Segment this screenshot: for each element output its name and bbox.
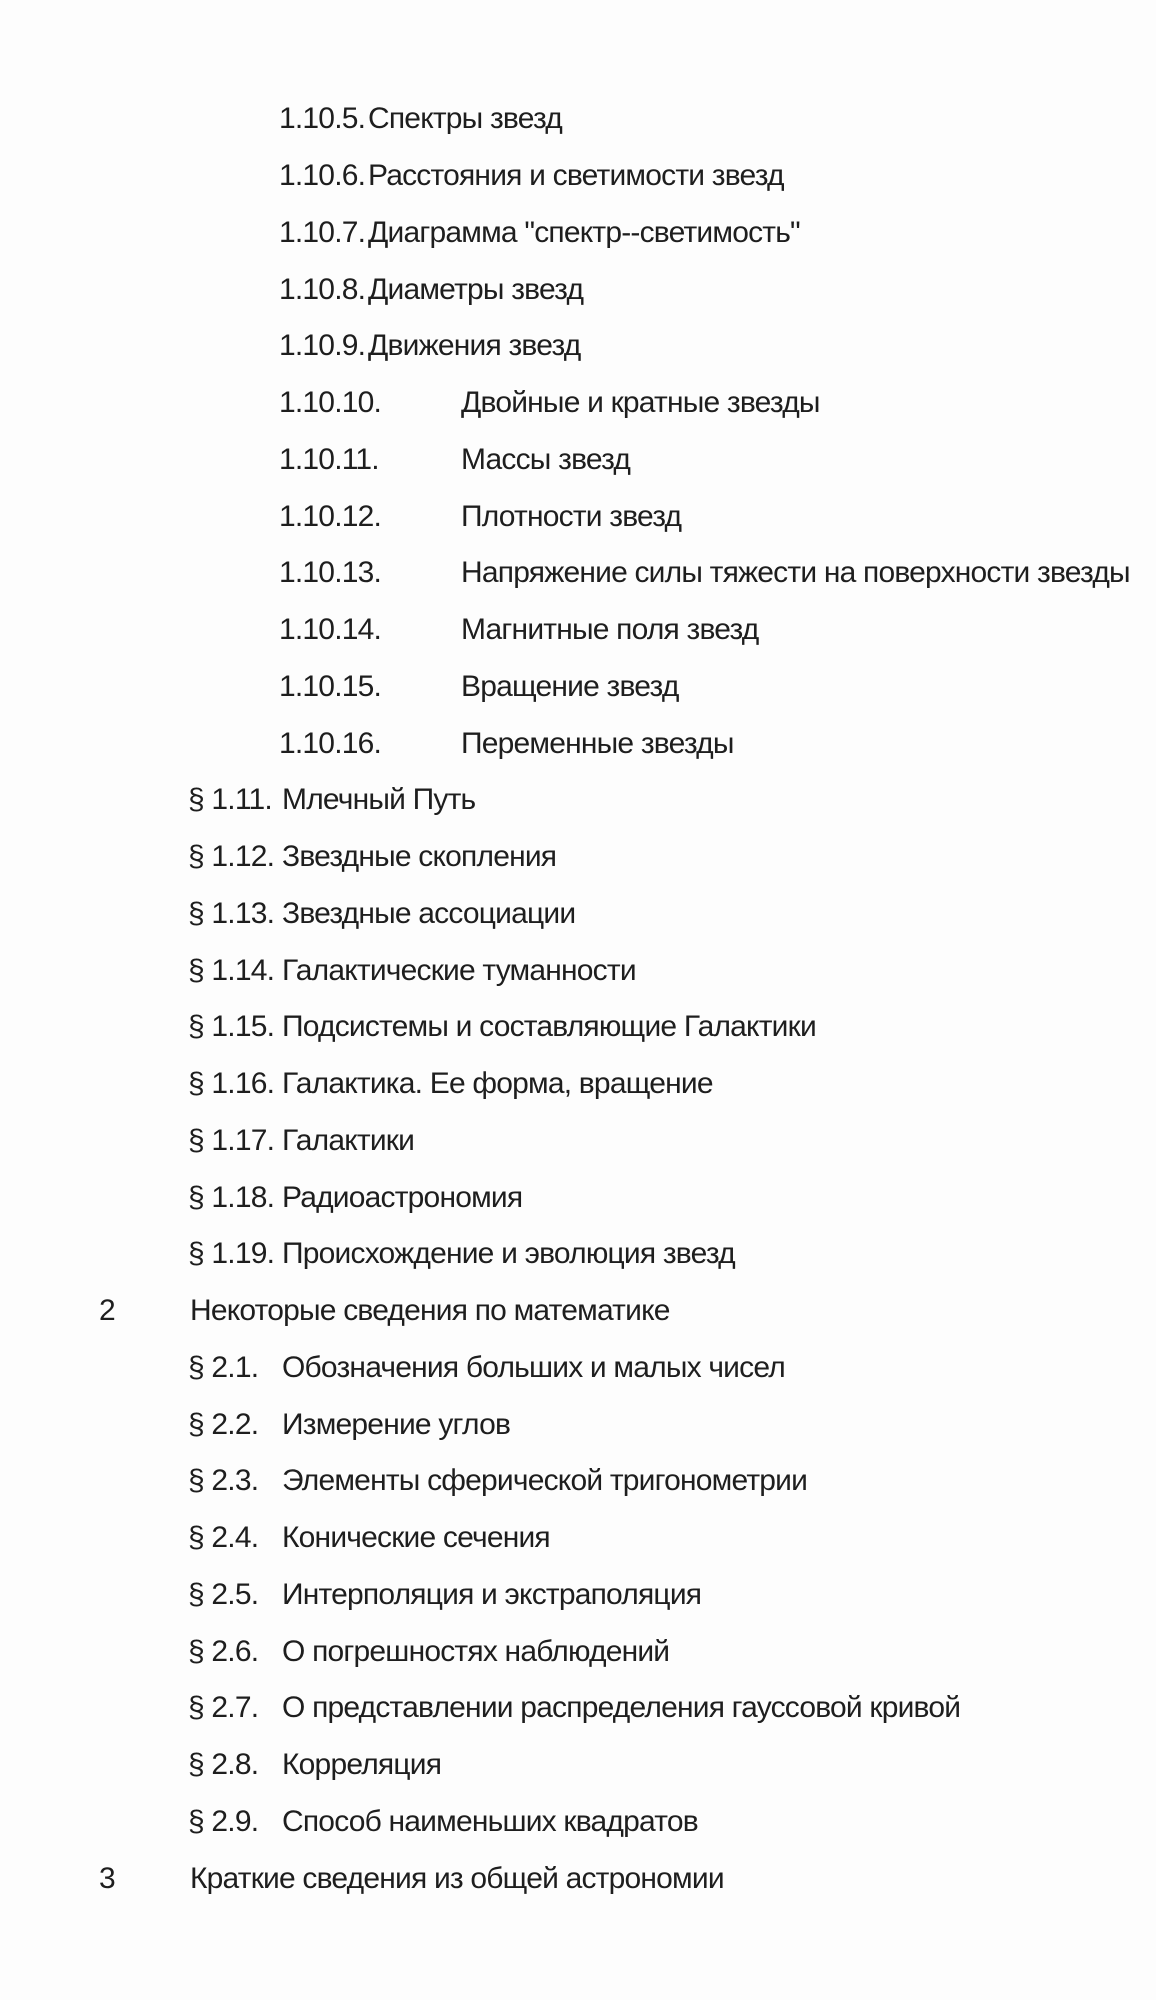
toc-entry (0, 999, 1156, 1056)
toc-entry (0, 1567, 1156, 1624)
toc-entry-number: 3 (99, 1861, 115, 1895)
toc-entry (0, 261, 1156, 318)
toc-entry (0, 205, 1156, 262)
toc-entry (0, 1680, 1156, 1737)
toc-entry-title: Обозначения больших и малых чисел (282, 1350, 785, 1384)
toc-entry-title: Двойные и кратные звезды (461, 386, 820, 420)
toc-entry (0, 1737, 1156, 1794)
toc-entry-title: Радиоастрономия (282, 1180, 523, 1214)
toc-entry (0, 1623, 1156, 1680)
toc-entry (0, 148, 1156, 205)
toc-entry-title: Звездные ассоциации (282, 896, 576, 930)
toc-entry-title: Интерполяция и экстраполяция (282, 1577, 702, 1611)
toc-entry-title: Напряжение силы тяжести на поверхности звезды (461, 556, 1130, 590)
toc-entry-number: 1.10.16. (279, 726, 382, 760)
toc-entry (0, 1056, 1156, 1113)
toc-entry (0, 318, 1156, 375)
toc-entry-number: § 1.14. (188, 953, 275, 987)
toc-entry (0, 1850, 1156, 1907)
toc-entry-number: 1.10.8. (279, 272, 366, 306)
toc-entry-number: § 1.16. (188, 1067, 275, 1101)
toc-entry (0, 488, 1156, 545)
toc-entry-number: § 2.4. (188, 1521, 259, 1555)
toc-entry (0, 1340, 1156, 1397)
toc-entry (0, 1113, 1156, 1170)
toc-entry (0, 545, 1156, 602)
toc-entry-number: § 1.18. (188, 1180, 275, 1214)
toc-entry-title: Плотности звезд (461, 499, 682, 533)
toc-entry-number: 1.10.5. (279, 102, 366, 136)
toc-entry-number: 1.10.10. (279, 386, 382, 420)
toc-entry-title: Спектры звезд (368, 102, 562, 136)
toc-entry-title: Элементы сферической тригонометрии (282, 1464, 808, 1498)
toc-entry (0, 886, 1156, 943)
toc-entry-number: § 1.17. (188, 1123, 275, 1157)
toc-entry-number: 1.10.12. (279, 499, 382, 533)
toc-entry-title: Переменные звезды (461, 726, 734, 760)
toc-entry-number: § 1.15. (188, 1010, 275, 1044)
toc-entry-title: Измерение углов (282, 1407, 511, 1441)
toc-entry-number: § 1.19. (188, 1237, 275, 1271)
table-of-contents (0, 91, 1156, 1907)
toc-entry (0, 772, 1156, 829)
toc-entry (0, 1283, 1156, 1340)
toc-entry-title: Магнитные поля звезд (461, 613, 759, 647)
toc-entry-number: 2 (99, 1294, 115, 1328)
toc-entry-number: § 1.13. (188, 896, 275, 930)
toc-entry-title: Происхождение и эволюция звезд (282, 1237, 735, 1271)
toc-entry-number: 1.10.15. (279, 669, 382, 703)
toc-entry-number: 1.10.11. (279, 442, 379, 476)
toc-entry-number: § 1.11. (188, 783, 272, 817)
toc-entry-title: Краткие сведения из общей астрономии (190, 1861, 724, 1895)
toc-entry-title: Расстояния и светимости звезд (368, 159, 784, 193)
toc-entry (0, 1169, 1156, 1226)
toc-entry (0, 602, 1156, 659)
toc-entry (0, 91, 1156, 148)
toc-entry-title: Вращение звезд (461, 669, 679, 703)
toc-entry-title: Подсистемы и составляющие Галактики (282, 1010, 816, 1044)
toc-entry-number: § 2.5. (188, 1577, 259, 1611)
toc-entry-title: Звездные скопления (282, 840, 557, 874)
toc-entry (0, 1510, 1156, 1567)
toc-entry-title: Корреляция (282, 1748, 442, 1782)
toc-entry (0, 1226, 1156, 1283)
toc-entry-number: § 2.2. (188, 1407, 259, 1441)
toc-entry (0, 432, 1156, 489)
toc-entry-title: Диаграмма "спектр--светимость" (368, 215, 800, 249)
toc-entry-title: Млечный Путь (282, 783, 476, 817)
toc-entry-title: Способ наименьших квадратов (282, 1804, 698, 1838)
toc-entry (0, 1794, 1156, 1851)
toc-entry-number: 1.10.9. (279, 329, 366, 363)
toc-entry-title: О представлении распределения гауссовой кривой (282, 1691, 961, 1725)
toc-entry-number: 1.10.6. (279, 159, 366, 193)
toc-entry (0, 942, 1156, 999)
toc-entry-number: § 2.1. (188, 1350, 259, 1384)
toc-entry-number: 1.10.14. (279, 613, 382, 647)
toc-entry-title: Галактика. Ее форма, вращение (282, 1067, 713, 1101)
toc-entry-title: Некоторые сведения по математике (190, 1294, 670, 1328)
toc-entry-title: Массы звезд (461, 442, 631, 476)
toc-entry (0, 375, 1156, 432)
toc-entry (0, 829, 1156, 886)
toc-entry (0, 1453, 1156, 1510)
toc-entry-number: § 2.7. (188, 1691, 259, 1725)
toc-entry-title: Диаметры звезд (368, 272, 584, 306)
toc-entry-title: Конические сечения (282, 1521, 550, 1555)
toc-entry-title: Галактические туманности (282, 953, 636, 987)
toc-entry-number: 1.10.7. (279, 215, 366, 249)
toc-entry-title: Галактики (282, 1123, 415, 1157)
toc-entry-title: Движения звезд (368, 329, 581, 363)
toc-entry-number: 1.10.13. (279, 556, 382, 590)
toc-entry-number: § 1.12. (188, 840, 275, 874)
toc-entry-number: § 2.6. (188, 1634, 259, 1668)
toc-entry-number: § 2.3. (188, 1464, 259, 1498)
toc-entry-title: О погрешностях наблюдений (282, 1634, 670, 1668)
toc-entry (0, 1396, 1156, 1453)
toc-entry-number: § 2.9. (188, 1804, 259, 1838)
toc-entry (0, 715, 1156, 772)
toc-entry-number: § 2.8. (188, 1748, 259, 1782)
toc-entry (0, 659, 1156, 716)
